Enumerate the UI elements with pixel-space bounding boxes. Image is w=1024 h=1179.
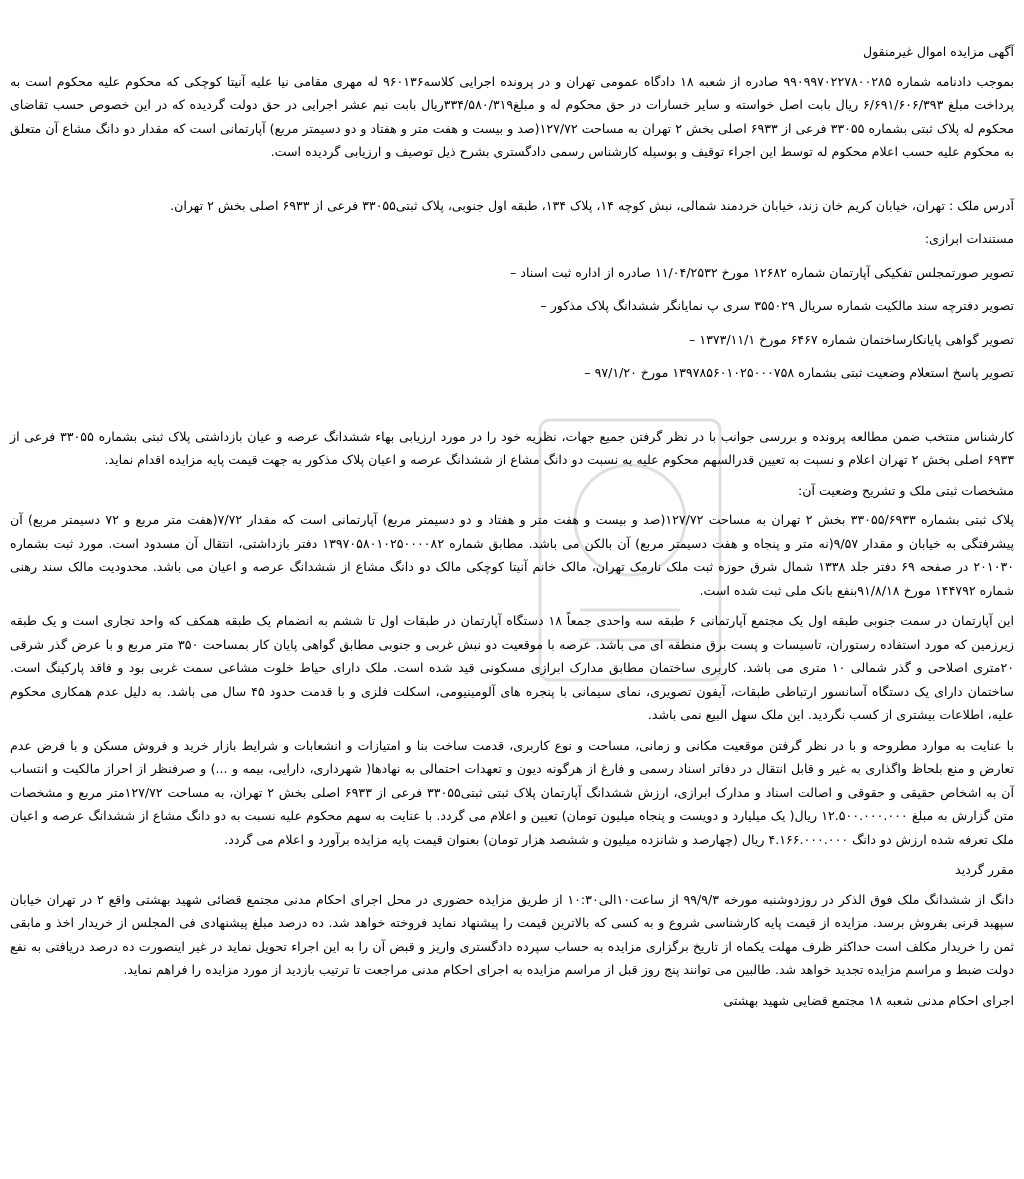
valuation-paragraph: با عنایت به موارد مطروحه و با در نظر گرفتن موقعیت مکانی و زمانی، مساحت و نوع کاربری، قدمت ساخت بنا و امتیازات و انشعابات و شرایط بازار خرید و فروش مسکن و با فرض عدم تعارض و منع بلحاظ واگذاری به غیر و قابل انتقال در دفاتر اسناد رسمی و فارغ از هرگونه دیون و تعهدات احتمالی به نهادها( شهرداری، دارایی، بیمه و ...) و صرفنظر از احراز مالکیت و انتساب آن به اشخاص حقیقی و حقوقی و اصالت اسناد و مدارک ابرازی، ارزش ششدانگ آپارتمان پلاک ثبتی ثبتی۳۳۰۵۵ فرعی از ۶۹۳۳ اصلی بخش ۲ تهران، به مساحت ۱۲۷/۷۲متر مربع و مشخصات متن گزارش به مبلغ ۱۲.۵۰۰.۰۰۰.۰۰۰ ریال( یک میلیارد و دویست و پنجاه میلیون تومان) تعیین و اعلام می گردد. با عنایت به سهم محکوم علیه نسبت به دو دانگ مشاع از ششدانگ عرصه و اعیان ملک تعرفه شده ارزش دو دانگ ۴.۱۶۶.۰۰۰.۰۰۰ ریال (چهارصد و شانزده میلیون و ششصد هزار تومان) بعنوان قیمت پایه مزایده برآورد و اعلام می گردد. [10,737,1015,847]
specs-paragraph: پلاک ثبتی بشماره ۳۳۰۵۵/۶۹۳۳ بخش ۲ تهران به مساحت ۱۲۷/۷۲(صد و بیست و هفت متر و هفتاد و دو دسیمتر مربع) آپارتمانی است که مقدار ۷/۷۲(هفت متر مربع و ۷۲ دسیمتر مربع) آن پیشرفتگی به خیابان و مقدار ۹/۵۷(نه متر و پنجاه و هفت دسیمتر مربع) آن بالکن می باشد. مطابق شماره ۱۳۹۷۰۵۸۰۱۰۲۵۰۰۰۰۸۲ دفتر بازداشتی، انتقال آن مسدود است. مورد ثبت بشماره ۲۰۱۰۳۰ در صفحه ۶۹ دفتر جلد ۱۳۳۸ شمال شرق حوزه ثبت ملک نارمک تهران، مالک خانم آنیتا کوچکی مالک دو دانگ مشاع از ششدانگ عرصه و اعیان می باشد. محدودیت مالک سند رهنی شماره ۱۴۴۷۹۲ مورخ ۹۱/۸/۱۸بنفع بانک ملی ثبت شده است. [10,512,1015,598]
building-paragraph: این آپارتمان در سمت جنوبی طبقه اول یک مجتمع آپارتمانی ۶ طبقه سه واحدی جمعاً ۱۸ دستگاه آپارتمان در طبقات اول تا ششم به انضمام یک طبقه همکف که واحد تجاری است و یک طبقه زیرزمین که مورد استفاده رستوران، تاسیسات و پست برق منطقه ای می باشد. عرصه با موقعیت دو نبش غربی و جنوبی مطابق گواهی پایان کار بمساحت ۳۵۰ متر مربع و با عرض گذر شرقی ۲۰متری اصلاحی و گذر شمالی ۱۰ متری می باشد. کاربری ساختمان مطابق مدارک ابرازی مسکونی قید شده است. ملک دارای حیاط خلوت مشاعی سمت غربی بود و فاقد پارکینگ است. ساختمان دارای یک دستگاه آسانسور ارتباطی طبقات، آیفون تصویری، نمای سیمانی با پنجره های آلومینیومی، اسکلت فلزی و با قدمت حدود ۴۵ سال می باشد. به دلیل عدم همکاری محکوم علیه، اطلاعات بیشتری از کسب نگردید. این ملک سهل البیع نمی باشد. [10,613,1015,722]
spacer [10,472,1014,479]
spacer [10,727,1014,734]
document-item: تصویر صورتمجلس تفکیکی آپارتمان شماره ۱۲۶۸۲ مورخ ۱۱/۰۴/۲۵۳۲ صادره از اداره ثبت اسناد – [510,264,1014,280]
spacer [10,602,1014,609]
expert-paragraph: کارشناس منتخب ضمن مطالعه پرونده و بررسی جوانب با در نظر گرفتن جمیع جهات، نظریه خود را در مورد ارزیابی بهاء ششدانگ عرصه و عیان بازداشتی پلاک ثبتی بشماره ۳۳۰۵۵ فرعی از ۶۹۳۳ اصلی بخش ۲ تهران اعلام و نسبت به تعیین قدرالسهم محکوم علیه به نسبت دو دانگ مشاع از ششدانگ عرصه و اعیان پلاک مذکور به جهت قیمت پایه مزایده اقدام نماید. [10,428,1014,467]
signature-line: اجرای احکام مدنی شعبه ۱۸ مجتمع قضایی شهید بهشتی [723,992,1014,1008]
auction-paragraph: دانگ از ششدانگ ملک فوق الذکر در روزدوشنبه مورخه ۹۹/۹/۳ از ساعت۱۰الی۱۰:۳۰ از طریق مزایده حضوری در محل اجرای احکام مدنی مجتمع قضائی شهید بهشتی واقع ۲ در تهران خیابان سپهبد قرنی بفروش برسد. مزایده از قیمت پایه کارشناسی شروع و به کسی که بالاترین قیمت را پیشنهاد نماید فروخته خواهد شد. ده درصد مبلغ پیشنهادی فی المجلس از خریدار اخذ و مابقی ثمن را خریدار مکلف است حداکثر ظرف مهلت یکماه از تاریخ برگزاری مزایده به حساب سپرده دادگستری واریز و قبض آن را به این اجراء تحویل نماید در غیر اینصورت ده درصد دریافتی به نفع دولت ضبط و مراسم مزایده تجدید خواهد شد. طالبین می توانند پنج روز قبل از مراسم مزایده به اجرای احکام مدنی مراجعت تا ترتیب بازدید از مورد مزایده را فراهم نماید. [10,891,1014,977]
documents-heading: مستندات ابرازی: [924,231,1014,246]
document-item: تصویر پاسخ استعلام وضعیت ثبتی بشماره ۱۳۹۷۸۵۶۰۱۰۲۵۰۰۰۷۵۸ مورخ ۹۷/۱/۲۰ – [584,365,1014,380]
spacer [10,982,1014,989]
intro-paragraph: بموجب دادنامه شماره ۹۹۰۹۹۷۰۲۲۷۸۰۰۲۸۵ صادره از شعبه ۱۸ دادگاه عمومی تهران و در پرونده اجرایی کلاسه۹۶۰۱۳۶ له مهری مقامی نیا علیه آنیتا کوچکی که محکوم علیه محکوم است به پرداخت مبلغ ۶/۶۹۱/۶۰۶/۳۹۳ ریال بابت اصل خواسته و سایر خسارات در حق محکوم له و مبلغ۳۳۴/۵۸۰/۳۱۹ریال بابت نیم عشر اجرایی در حق دولت گردیده که در این خصوص حسب تقاضای محکوم له پلاک ثبتی بشماره ۳۳۰۵۵ فرعی از ۶۹۳۳ اصلی بخش ۲ تهران به مساحت ۱۲۷/۷۲(صد و بیست و هفت متر و هفتاد و دو دسیمتر مربع) آپارتمانی است که مقدار دو دانگ مشاع آن متعلق به محکوم علیه حسب اعلام محکوم له توسط این اجراء توقیف و بوسیله کارشناس رسمی دادگستری بشرح ذیل توصیف و ارزیابی گردیده است. [10,73,1015,159]
document-item: تصویر دفترچه سند مالکیت شماره سریال ۳۵۵۰۲۹ سری پ نمایانگر ششدانگ پلاک مذکور – [540,298,1014,313]
spacer [10,164,1014,194]
spacer [10,851,1014,858]
property-address: آدرس ملک : تهران، خیابان کریم خان زند، خیابان خردمند شمالی، نبش کوچه ۱۴، پلاک ۱۳۴، طبقه اول جنوبی، پلاک ثبتی۳۳۰۵۵ فرعی از ۶۹۳۳ اصلی بخش ۲ تهران. [170,197,1014,213]
notice-title: آگهی مزایده اموال غیرمنقول [862,44,1014,59]
spacer [10,395,1014,425]
specs-heading: مشخصات ثبتی ملک و تشریح وضعیت آن: [798,482,1014,498]
decided-heading: مقرر گردید [955,862,1014,877]
document-item: تصویر گواهی پایانکارساختمان شماره ۶۴۶۷ مورخ ۱۳۷۳/۱۱/۱ – [689,331,1014,347]
